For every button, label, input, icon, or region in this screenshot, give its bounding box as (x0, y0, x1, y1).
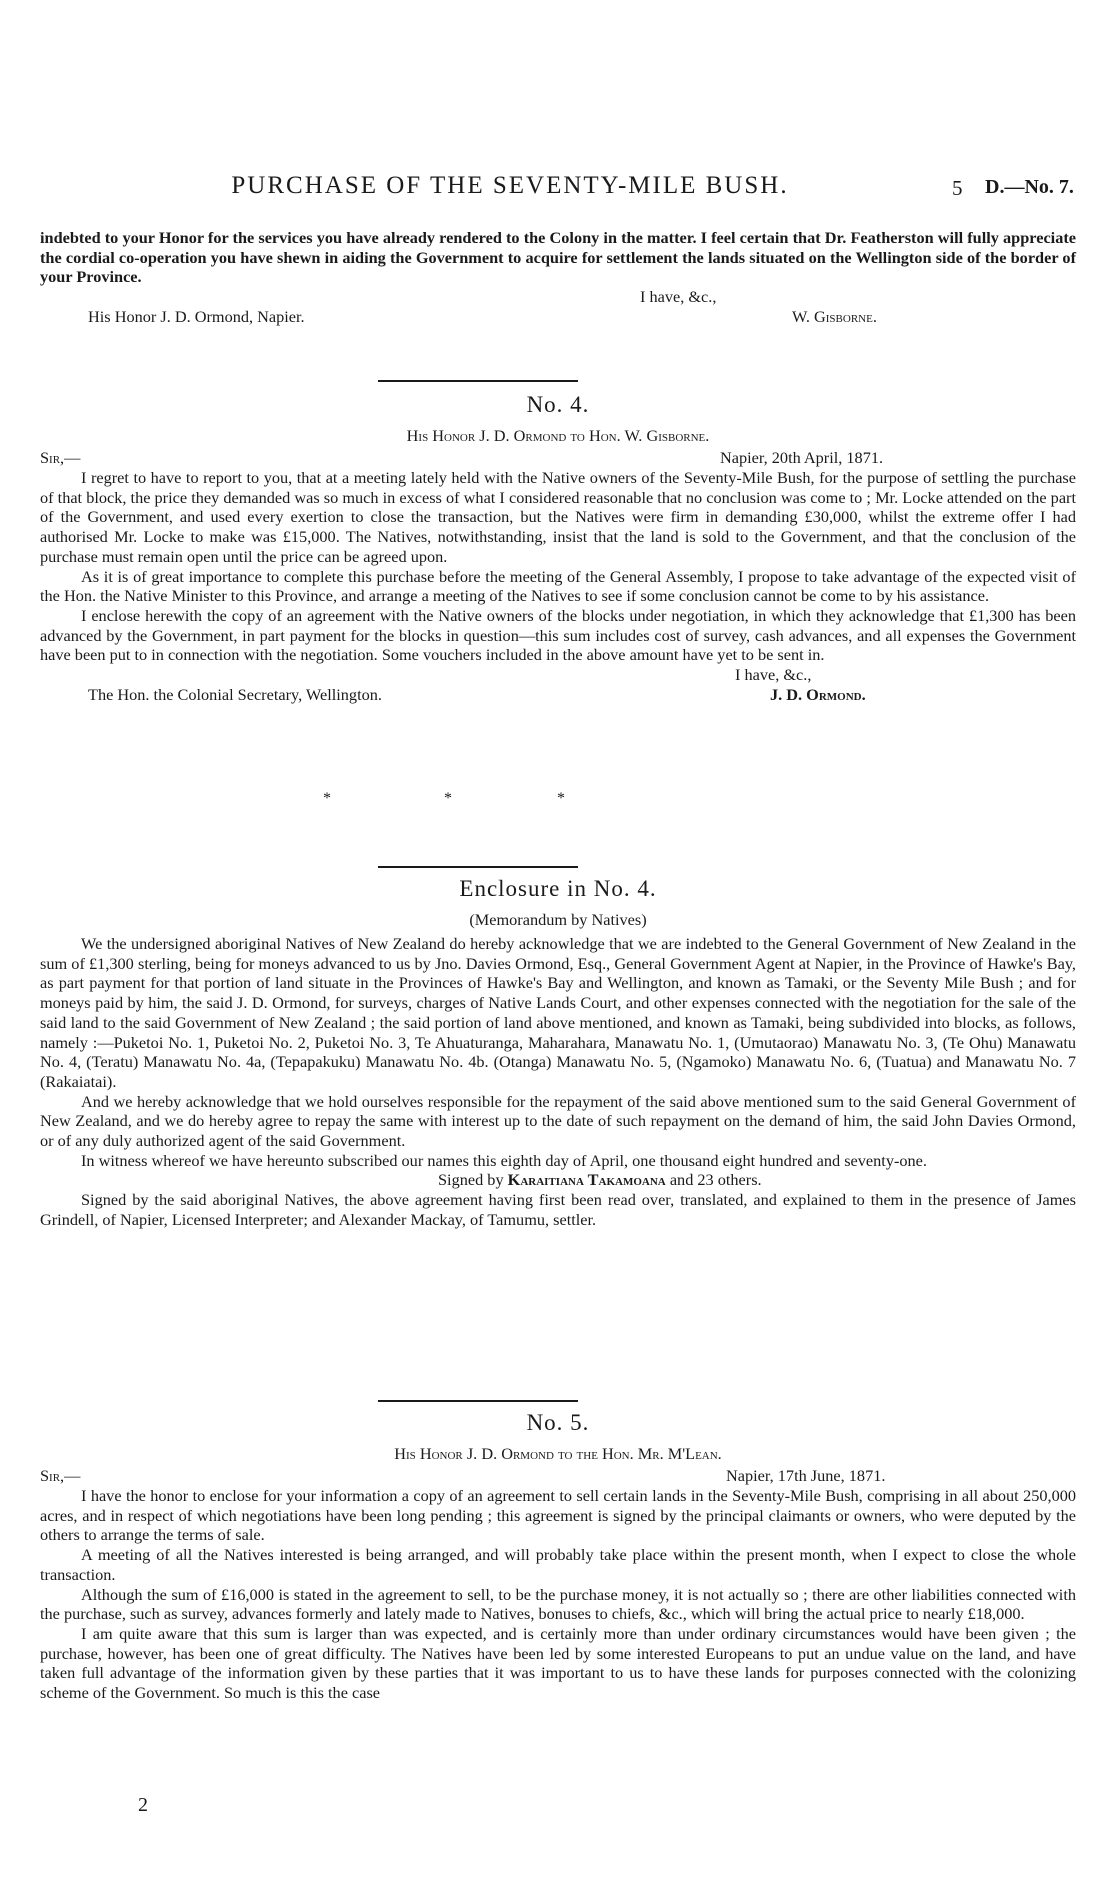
omission-star: * (557, 790, 565, 807)
letter-paragraph: I am quite aware that this sum is larger than was expected, and is certainly more than under ordinary circumstances would have been given ; the purchase, however, has been one of great difficulty. The Natives have been led by some interested Europeans to put an undue value on the land, and have taken full advantage of the information given by these parties that it was important to us to have these lands for purposes connected with the colonizing scheme of the Government. So much is this the case (40, 1623, 1076, 1703)
letter-from-to: His Honor J. D. Ormond to Hon. W. Gisborne. (406, 426, 710, 445)
signature-mark: 2 (138, 1794, 148, 1816)
signature: J. D. Ormond. (770, 685, 866, 705)
opening-section (40, 228, 1076, 327)
signed-prefix: Signed by (438, 1170, 504, 1190)
enclosure-paragraph: And we hereby acknowledge that we hold ourselves responsible for the repayment of the said above mentioned sum to the said General Government of New Zealand, and we do hereby agree to repay the same with interest up to the date of such repayment on the demand of him, the said John Davies Ormond, or of any duly authorized agent of the said Government. (40, 1091, 1076, 1151)
enclosure-title: Enclosure in No. 4. (459, 876, 657, 901)
letter-number: No. 5. (526, 1410, 590, 1435)
opening-paragraph: indebted to your Honor for the services you have already rendered to the Colony in the matter. I feel certain that Dr. Featherston will fully appreciate the cordial co-operation you have shewn in aiding the Government to acquire for settlement the lands situated on the Wellington side of the border of your Province. (40, 228, 1076, 287)
enclosure-paragraph: In witness whereof we have hereunto subscribed our names this eighth day of April, one thousand eight hundred and seventy-one. (81, 1150, 927, 1170)
closing-phrase: I have, &c., (735, 665, 812, 685)
letter-number: No. 4. (526, 392, 590, 417)
closing-row (40, 665, 1076, 685)
opening-closing-row (40, 287, 1076, 307)
attestation-paragraph: Signed by the said aboriginal Natives, the above agreement having first been read over, translated, and explained to them in the presence of James Grindell, of Napier, Licensed Interpreter; and Alexander Mackay, of Tamumu, settler. (40, 1190, 1076, 1230)
addressee: His Honor J. D. Ormond, Napier. (88, 307, 305, 327)
letter-from-to: His Honor J. D. Ormond to the Hon. Mr. M'Lean. (394, 1444, 722, 1463)
salutation: Sir,— (40, 1466, 81, 1485)
section-divider (378, 866, 578, 868)
document-reference: D.—No. 7. (985, 176, 1074, 198)
enclosure-body (40, 934, 1076, 1230)
addressee: The Hon. the Colonial Secretary, Wellington. (88, 685, 382, 705)
section-divider (378, 380, 578, 382)
signed-by-line (438, 1170, 762, 1190)
letter-paragraph: I enclose herewith the copy of an agreement with the Native owners of the blocks under negotiation, in which they acknowledge that £1,300 has been advanced by the Government, in part payment for the blocks in question—this sum includes cost of survey, cash advances, and all expenses the Government have been put to in connection with the negotiation. Some vouchers included in the above amount have yet to be sent in. (40, 605, 1076, 665)
signoff-row (40, 685, 1076, 705)
letter-paragraph: A meeting of all the Natives interested is being arranged, and will probably take place within the present month, when I expect to close the whole transaction. (40, 1545, 1076, 1584)
signatory-name: Karaitiana Takamoana (507, 1170, 666, 1190)
salutation: Sir,— (40, 448, 81, 467)
page-header-title: PURCHASE OF THE SEVENTY-MILE BUSH. (231, 172, 789, 199)
letter-paragraph: I regret to have to report to you, that at a meeting lately held with the Native owners of the Seventy-Mile Bush, for the purpose of settling the purchase of that block, the price they demanded was so much in excess of what I considered reasonable that no conclusion was come to ; Mr. Locke attended on the part of the Government, and used every exertion to close the transaction, but the Natives were firm in demanding £30,000, whilst the extreme offer I had authorised Mr. Locke to make was £15,000. The Natives, notwithstanding, insist that the land is sold to the Government, and that the conclusion of the purchase must remain open until the price can be agreed upon. (40, 468, 1076, 566)
letter-paragraph: Although the sum of £16,000 is stated in the agreement to sell, to be the purchase money, it is not actually so ; there are other liabilities connected with the purchase, such as survey, advances formerly and lately made to Natives, bonuses to chiefs, &c., which will bring the actual price to nearly £18,000. (40, 1584, 1076, 1624)
omission-star: * (444, 790, 452, 807)
page-number: 5 (952, 176, 963, 200)
salutation-row (40, 1466, 1076, 1486)
enclosure-paragraph: We the undersigned aboriginal Natives of New Zealand do hereby acknowledge that we are indebted to the General Government of New Zealand in the sum of £1,300 sterling, being for moneys advanced to us by Jno. Davies Ormond, Esq., General Government Agent at Napier, in the Province of Hawke's Bay, as part payment for that portion of land situate in the Provinces of Hawke's Bay and Wellington, and known as Tamaki, or the Seventy Mile Bush ; and for moneys paid by him, the said J. D. Ormond, for surveys, charges of Native Lands Court, and other expenses connected with the negotiation for the sale of the said land to the said Government of New Zealand ; the said portion of land above mentioned, and known as Tamaki, being subdivided into blocks, as follows, namely :—Puketoi No. 1, Puketoi No. 2, Puketoi No. 3, Te Ahuaturanga, Maharahara, Manawatu No. 1, (Umutaorao) Manawatu No. 3, (Te Ohu) Manawatu No. 4, (Teratu) Manawatu No. 4a, (Tepapakuku) Manawatu No. 4b. (Otanga) Manawatu No. 5, (Ngamoko) Manawatu No. 6, (Tuatua) and Manawatu No. 7 (Rakaiatai). (40, 934, 1076, 1091)
section-divider (378, 1400, 578, 1402)
signed-by-row (40, 1170, 1076, 1190)
salutation-row (40, 448, 1076, 468)
letter-paragraph: I have the honor to enclose for your information a copy of an agreement to sell certain lands in the Seventy-Mile Bush, comprising in all about 250,000 acres, and in respect of which negotiations have been long pending ; this agreement is signed by the principal claimants or owners, who were deputed by the others to arrange the terms of sale. (40, 1486, 1076, 1545)
letter-5-body (40, 1466, 1076, 1703)
omission-star: * (323, 790, 331, 807)
signed-suffix: and 23 others. (669, 1170, 762, 1190)
place-date: Napier, 17th June, 1871. (726, 1466, 886, 1485)
letter-paragraph: As it is of great importance to complete this purchase before the meeting of the General Assembly, I propose to take advantage of the expected visit of the Hon. the Native Minister to this Province, and arrange a meeting of the Natives to see if some conclusion cannot be come to by his assistance. (40, 566, 1076, 606)
closing-phrase: I have, &c., (640, 287, 717, 307)
letter-4-body (40, 448, 1076, 705)
opening-signoff-row (40, 307, 1076, 327)
signature: W. Gisborne. (792, 307, 877, 327)
enclosure-subtitle: (Memorandum by Natives) (469, 910, 647, 929)
place-date: Napier, 20th April, 1871. (720, 448, 884, 467)
